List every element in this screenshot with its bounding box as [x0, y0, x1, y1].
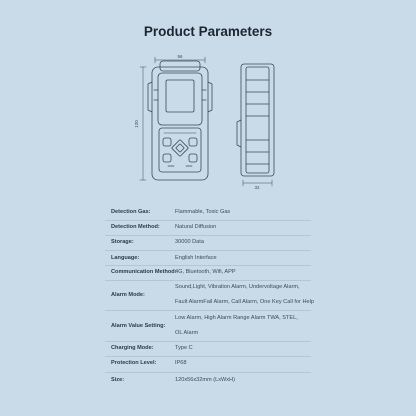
spec-value: Sound,Light, Vibration Alarm, Undervoltage Alarm,	[175, 284, 300, 290]
spec-label: Alarm Value Setting:	[111, 322, 166, 329]
spec-label: Charging Mode:	[111, 345, 154, 351]
device-side-view	[237, 64, 274, 176]
spec-value: OL Alarm	[175, 330, 199, 336]
row-divider	[105, 235, 311, 236]
spec-value: Type C	[175, 345, 193, 351]
depth-dimension-label: 32	[254, 185, 260, 190]
row-divider	[105, 310, 311, 311]
row-divider	[105, 250, 311, 251]
spec-label: Detection Gas:	[111, 209, 151, 215]
spec-value: 30000 Data	[175, 239, 204, 245]
device-front-view	[148, 61, 212, 180]
spec-label: Communication Method:	[111, 269, 177, 275]
height-dimension-label: 120	[134, 120, 139, 128]
spec-label: Size:	[111, 377, 125, 383]
row-divider	[105, 265, 311, 266]
width-dimension-label: 56	[177, 54, 183, 59]
product-drawing	[0, 0, 416, 200]
row-divider	[105, 280, 311, 281]
page-title: Product Parameters	[143, 24, 273, 39]
row-divider	[105, 372, 311, 373]
spec-value: 120x56x32mm (LxWxH)	[175, 377, 235, 383]
spec-label: Alarm Mode:	[111, 291, 145, 298]
row-divider	[105, 356, 311, 357]
spec-value: Natural Diffusion	[175, 224, 217, 230]
spec-label: Protection Level:	[111, 360, 157, 366]
spec-value: Flammable, Toxic Gas	[175, 209, 231, 215]
spec-label: Language:	[111, 255, 140, 261]
spec-value: English Interface	[175, 255, 217, 261]
spec-value: Low Alarm, High Alarm Range Alarm TWA, STEL,	[175, 315, 298, 321]
spec-label: Storage:	[111, 239, 134, 245]
row-divider	[105, 220, 311, 221]
spec-value: Fault AlarmFail Alarm, Call Alarm, One Key Call for Help	[175, 299, 314, 305]
spec-value: 4G, Bluetooth, Wifi, APP	[175, 269, 236, 275]
spec-label: Detection Method:	[111, 224, 160, 230]
row-divider	[105, 341, 311, 342]
spec-value: IP68	[175, 360, 187, 366]
